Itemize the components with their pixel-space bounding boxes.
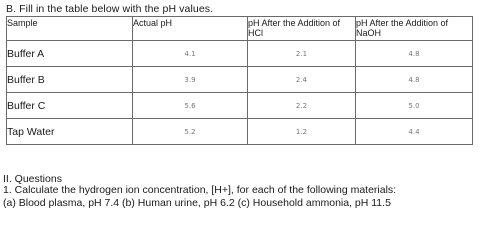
header-ph-after-hcl: pH After the Addition of HCl (248, 17, 356, 41)
ph-hcl-value[interactable]: 2.2 (248, 93, 356, 119)
table-row (7, 67, 473, 93)
header-actual-ph: Actual pH (133, 17, 248, 41)
section-title: II. Questions (3, 173, 62, 185)
question-1-items: (a) Blood plasma, pH 7.4 (b) Human urine, pH 6.2 (c) Household ammonia, pH 11.5 (3, 197, 391, 209)
sample-name: Buffer B (7, 67, 133, 93)
ph-naoh-value[interactable]: 4.4 (356, 119, 473, 145)
ph-hcl-value[interactable]: 2.4 (248, 67, 356, 93)
sample-name: Buffer A (7, 41, 133, 67)
ph-naoh-value[interactable]: 5.0 (356, 93, 473, 119)
question-1: 1. Calculate the hydrogen ion concentration, [H+], for each of the following materials: (3, 184, 397, 196)
ph-hcl-value[interactable]: 1.2 (248, 119, 356, 145)
actual-ph-value[interactable]: 4.1 (133, 41, 248, 67)
table-row (7, 41, 473, 67)
sample-name: Buffer C (7, 93, 133, 119)
table-header-row (7, 17, 473, 41)
table-heading: B. Fill in the table below with the pH values. (6, 3, 214, 15)
header-sample: Sample (7, 17, 133, 41)
ph-table (6, 16, 473, 145)
ph-hcl-value[interactable]: 2.1 (248, 41, 356, 67)
actual-ph-value[interactable]: 5.2 (133, 119, 248, 145)
actual-ph-value[interactable]: 5.6 (133, 93, 248, 119)
sample-name: Tap Water (7, 119, 133, 145)
header-ph-after-naoh: pH After the Addition of NaOH (356, 17, 473, 41)
ph-naoh-value[interactable]: 4.8 (356, 41, 473, 67)
table-row (7, 119, 473, 145)
actual-ph-value[interactable]: 3.9 (133, 67, 248, 93)
ph-naoh-value[interactable]: 4.8 (356, 67, 473, 93)
table-row (7, 93, 473, 119)
